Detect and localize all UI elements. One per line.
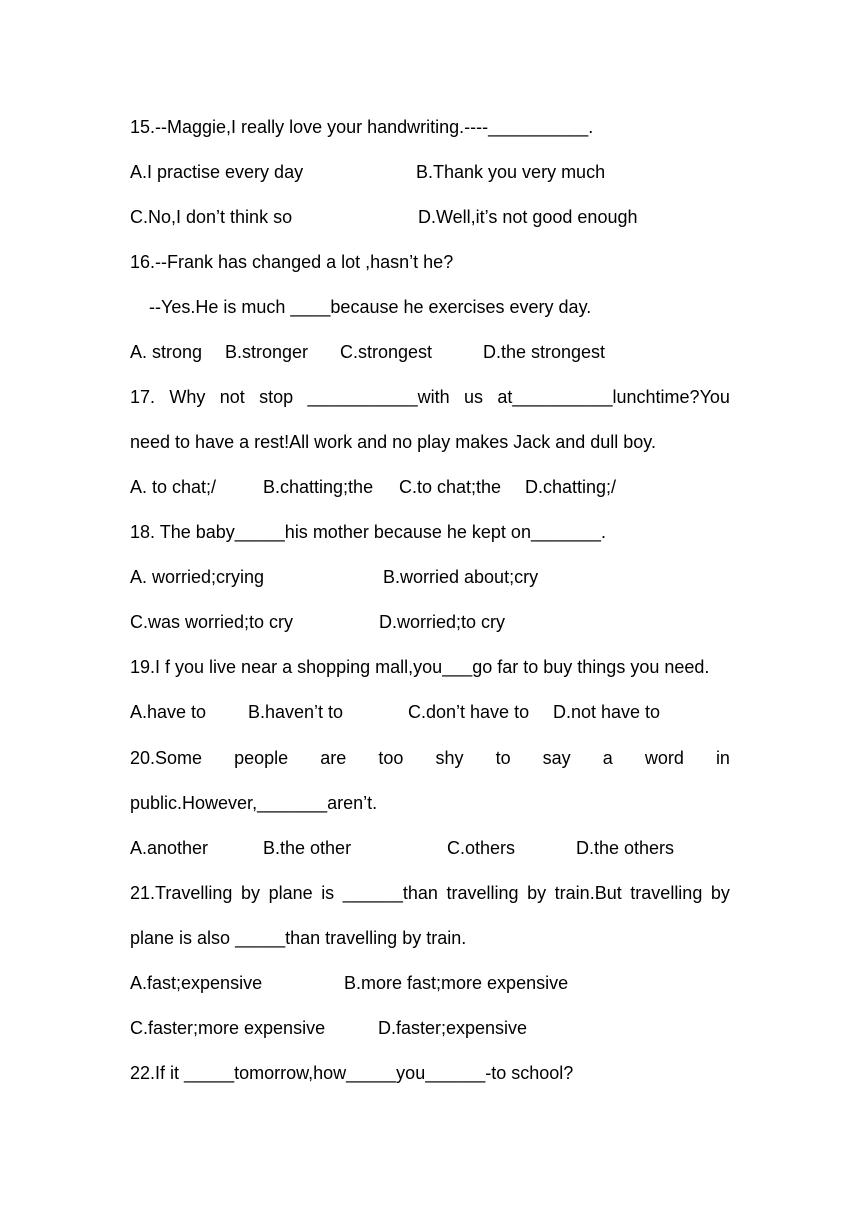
stem-word: in xyxy=(715,748,730,768)
stem-word: to xyxy=(495,748,511,768)
stem-word: travelling xyxy=(630,883,703,903)
question-19-options xyxy=(130,699,730,725)
question-18-options-row-1 xyxy=(130,564,730,590)
option-d: D.the strongest xyxy=(483,342,606,362)
option-d: D.chatting;/ xyxy=(525,477,617,497)
option-a: A. worried;crying xyxy=(130,567,265,587)
stem-word: is xyxy=(321,883,335,903)
option-d: D.worried;to cry xyxy=(379,612,506,632)
question-18-options-row-2 xyxy=(130,609,730,635)
stem-word: too xyxy=(378,748,404,768)
stem-word: plane xyxy=(268,883,313,903)
option-a: A.I practise every day xyxy=(130,162,304,182)
question-17-stem-continued: need to have a rest!All work and no play makes Jack and dull boy. xyxy=(130,432,656,452)
option-b: B.haven’t to xyxy=(248,702,344,722)
question-20-stem xyxy=(130,745,730,771)
stem-word: 21.Travelling xyxy=(130,883,233,903)
question-21-options-row-2 xyxy=(130,1015,730,1041)
option-c: C.others xyxy=(447,838,516,858)
option-a: A. strong xyxy=(130,342,203,362)
stem-word: ______than xyxy=(342,883,438,903)
option-a: A.fast;expensive xyxy=(130,973,263,993)
stem-word: word xyxy=(644,748,684,768)
question-21-stem xyxy=(130,880,730,906)
question-22-stem: 22.If it _____tomorrow,how_____you______-to school? xyxy=(130,1063,574,1083)
question-15-options-row-1 xyxy=(130,159,730,185)
option-a: A.have to xyxy=(130,702,207,722)
stem-word: ___________with xyxy=(307,387,450,407)
stem-word: by xyxy=(527,883,547,903)
stem-word: by xyxy=(710,883,730,903)
stem-word: travelling xyxy=(446,883,519,903)
option-b: B.chatting;the xyxy=(263,477,374,497)
option-a: A.another xyxy=(130,838,209,858)
question-20-stem-continued: public.However,_______aren’t. xyxy=(130,793,378,813)
stem-word: at__________lunchtime?You xyxy=(497,387,730,407)
question-16-stem: 16.--Frank has changed a lot ,hasn’t he? xyxy=(130,252,454,272)
question-20-options xyxy=(130,835,730,861)
question-17-stem xyxy=(130,384,730,410)
option-c: C.faster;more expensive xyxy=(130,1018,326,1038)
stem-word: train.But xyxy=(554,883,622,903)
stem-word: stop xyxy=(259,387,294,407)
option-b: B.more fast;more expensive xyxy=(344,973,569,993)
option-b: B.Thank you very much xyxy=(416,162,606,182)
option-b: B.worried about;cry xyxy=(383,567,539,587)
question-21-stem-continued: plane is also _____than travelling by train. xyxy=(130,928,467,948)
question-17-options xyxy=(130,474,730,500)
option-d: D.Well,it’s not good enough xyxy=(418,207,638,227)
option-b: B.stronger xyxy=(225,342,309,362)
option-c: C.to chat;the xyxy=(399,477,502,497)
option-c: C.No,I don’t think so xyxy=(130,207,293,227)
question-16-answer-line: --Yes.He is much ____because he exercises every day. xyxy=(149,297,592,317)
stem-word: us xyxy=(464,387,484,407)
stem-word: are xyxy=(320,748,347,768)
stem-word: by xyxy=(240,883,260,903)
stem-word: 20.Some xyxy=(130,748,203,768)
question-16-options xyxy=(130,339,730,365)
question-19-stem: 19.I f you live near a shopping mall,you___go far to buy things you need. xyxy=(130,657,710,677)
stem-word: 17. xyxy=(130,387,156,407)
option-c: C.don’t have to xyxy=(408,702,530,722)
question-16-stem-continued xyxy=(130,294,730,320)
option-d: D.not have to xyxy=(553,702,661,722)
stem-word: shy xyxy=(435,748,464,768)
option-c: C.strongest xyxy=(340,342,433,362)
stem-word: people xyxy=(234,748,289,768)
question-21-options-row-1 xyxy=(130,970,730,996)
option-d: D.faster;expensive xyxy=(378,1018,528,1038)
option-c: C.was worried;to cry xyxy=(130,612,294,632)
question-15-options-row-2 xyxy=(130,204,730,230)
option-a: A. to chat;/ xyxy=(130,477,217,497)
stem-word: a xyxy=(602,748,613,768)
stem-word: Why xyxy=(169,387,206,407)
option-d: D.the others xyxy=(576,838,675,858)
stem-word: not xyxy=(219,387,245,407)
option-b: B.the other xyxy=(263,838,352,858)
question-15-stem: 15.--Maggie,I really love your handwriting.----__________. xyxy=(130,117,594,137)
question-18-stem: 18. The baby_____his mother because he kept on_______. xyxy=(130,522,607,542)
stem-word: say xyxy=(542,748,571,768)
